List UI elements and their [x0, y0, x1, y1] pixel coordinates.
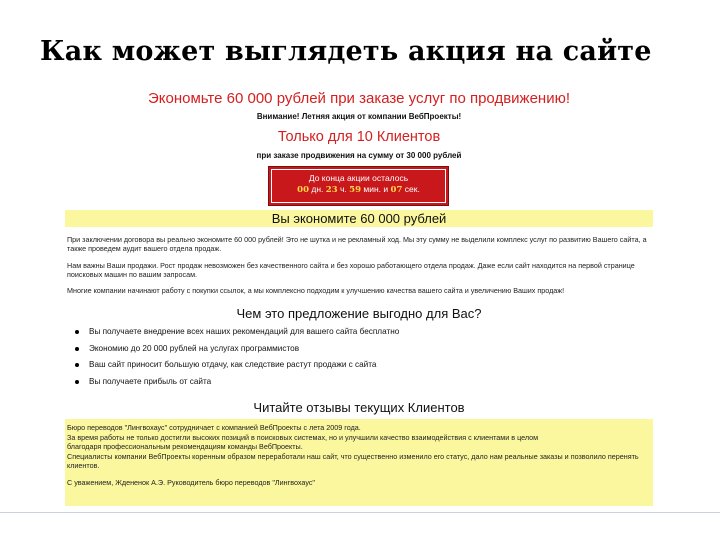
reviews-title: Читайте отзывы текущих Клиентов	[253, 400, 465, 415]
promo-screenshot	[65, 84, 653, 504]
benefit-item: Экономию до 20 000 рублей на услугах программистов	[89, 343, 669, 360]
footer-divider	[0, 512, 720, 513]
review-line: благодаря профессиональным рекомендациям команды ВебПроекты.	[67, 442, 303, 452]
slide-title: Как может выглядеть акция на сайте	[40, 36, 652, 67]
promo-paragraph-1: При заключении договора вы реально экономите 60 000 рублей! Это не шутка и не рекламный ход. Мы эту сумму не выделили комплекс услуг по развитию Вашего сайта, а также проведем аудит вашего отдела продаж.	[67, 235, 647, 253]
countdown-days-unit: дн.	[311, 184, 324, 194]
countdown-values	[272, 184, 445, 196]
benefits-list	[65, 326, 669, 392]
countdown-hours-unit: ч.	[340, 184, 347, 194]
promo-paragraph-2: Нам важны Ваши продажи. Рост продаж невозможен без качественного сайта и без хорошо работающего отдела продаж. Даже если сайт находится на первой странице поисковых машин по вашим запросам.	[67, 261, 635, 279]
why-title: Чем это предложение выгодно для Вас?	[236, 306, 482, 321]
review-line: Специалисты компании ВебПроекты коренным образом переработали наш сайт, что существенно изменило его статус, дало нам реальные заказы и позволило перенять клиентов.	[67, 451, 639, 471]
review-signature: С уважением, Ждененок А.Э. Руководитель бюро переводов "Лингвохаус"	[67, 477, 315, 487]
countdown-seconds-unit: сек.	[404, 184, 420, 194]
benefit-item: Вы получаете внедрение всех наших рекомендаций для вашего сайта бесплатно	[89, 326, 669, 343]
promo-paragraph-3: Многие компании начинают работу с покупки ссылок, а мы комплексно подходим к улучшению качества вашего сайта и увеличению Ваших продаж!	[67, 286, 565, 295]
countdown-minutes: 59	[349, 185, 362, 195]
promo-headline: Экономьте 60 000 рублей при заказе услуг по продвижению!	[148, 90, 570, 107]
promo-only-for: Только для 10 Клиентов	[277, 129, 441, 145]
countdown-seconds: 07	[390, 185, 403, 195]
reviews-block	[65, 419, 653, 506]
save-banner: Вы экономите 60 000 рублей	[65, 210, 653, 227]
review-line: За время работы не только достигли высоких позиций в поисковых системах, но и улучшили качество взаимодействия с клиентами в целом	[67, 432, 539, 442]
countdown-timer-inner	[271, 169, 446, 203]
countdown-hours: 23	[325, 185, 338, 195]
countdown-timer	[268, 166, 449, 206]
countdown-minutes-unit: мин. и	[363, 184, 389, 194]
countdown-days: 00	[297, 185, 310, 195]
promo-warning: Внимание! Летняя акция от компании ВебПроекты!	[256, 112, 462, 121]
countdown-label: До конца акции осталось	[308, 173, 409, 183]
benefit-item: Ваш сайт приносит большую отдачу, как следствие растут продажи с сайта	[89, 359, 669, 376]
benefit-item: Вы получаете прибыль от сайта	[89, 376, 669, 393]
promo-condition: при заказе продвижения на сумму от 30 000 рублей	[256, 151, 462, 160]
review-line: Бюро переводов "Лингвохаус" сотрудничает с компанией ВебПроекты с лета 2009 года.	[67, 423, 361, 432]
